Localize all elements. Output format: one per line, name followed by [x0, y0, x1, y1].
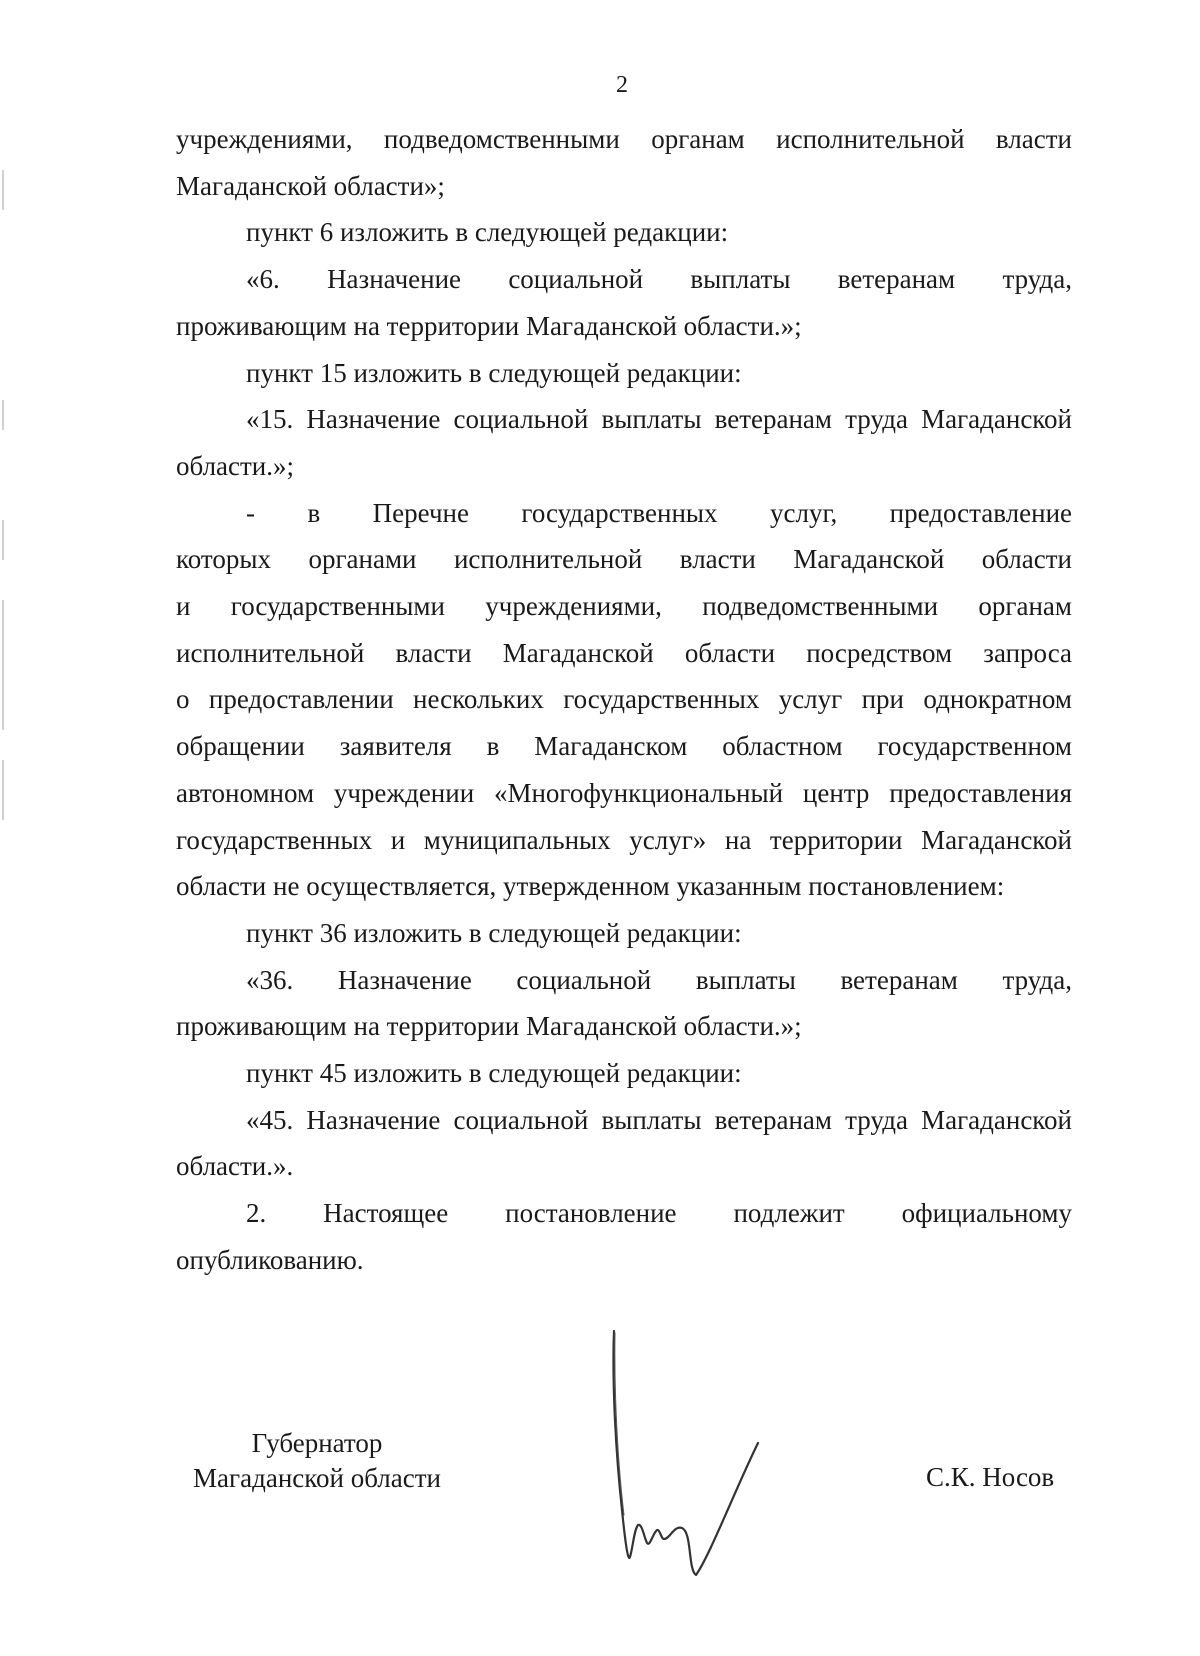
text-line: «45. Назначение социальной выплаты ветеранам труда Магаданской: [246, 1104, 1072, 1135]
scan-edge-mark: [2, 170, 4, 210]
position-line-1: Губернатор: [251, 1428, 383, 1458]
handwritten-signature: [600, 1325, 790, 1595]
paragraph: [176, 1097, 1072, 1190]
signatory-position: [182, 1426, 452, 1496]
text-line: обращении заявителя в Магаданском областном государственном: [176, 731, 1072, 762]
scan-edge-mark: [2, 400, 4, 430]
text-line: «36. Назначение социальной выплаты ветеранам труда,: [246, 964, 1072, 995]
signatory-name: С.К. Носов: [926, 1462, 1055, 1492]
paragraph: [176, 1190, 1072, 1283]
paragraph: [176, 910, 1072, 957]
text-line: о предоставлении нескольких государственных услуг при однократном: [176, 684, 1072, 715]
text-line: опубликованию.: [176, 1244, 364, 1275]
text-line: пункт 6 изложить в следующей редакции:: [246, 217, 729, 248]
text-line: 2. Настоящее постановление подлежит официальному: [246, 1198, 1072, 1229]
page-number: 2: [616, 72, 628, 98]
text-line: - в Перечне государственных услуг, предоставление: [246, 497, 1072, 528]
text-line: области.».: [176, 1151, 294, 1182]
scan-edge-mark: [2, 600, 4, 730]
text-line: пункт 36 изложить в следующей редакции:: [246, 917, 742, 948]
scan-edge-mark: [2, 520, 4, 560]
scan-edge-mark: [2, 760, 4, 820]
text-line: пункт 15 изложить в следующей редакции:: [246, 357, 742, 388]
text-line: проживающим на территории Магаданской области.»;: [176, 310, 802, 341]
text-line: учреждениями, подведомственными органам исполнительной власти: [176, 124, 1072, 154]
paragraph: [176, 256, 1072, 349]
text-line: пункт 45 изложить в следующей редакции:: [246, 1058, 742, 1089]
text-line: которых органами исполнительной власти Магаданской области: [176, 544, 1072, 575]
paragraph: [176, 1050, 1072, 1097]
text-line: и государственными учреждениями, подведомственными органам: [176, 591, 1072, 622]
paragraph: [176, 396, 1072, 489]
paragraph: [176, 490, 1072, 910]
text-line: исполнительной власти Магаданской области посредством запроса: [176, 637, 1072, 668]
text-line: Магаданской области»;: [176, 170, 445, 201]
text-line: «6. Назначение социальной выплаты ветеранам труда,: [246, 264, 1072, 295]
paragraph: [176, 350, 1072, 397]
paragraph: [176, 209, 1072, 256]
text-line: автономном учреждении «Многофункциональный центр предоставления: [176, 777, 1072, 808]
paragraph: [176, 116, 1072, 209]
position-line-2: Магаданской области: [193, 1463, 441, 1493]
document-body: [176, 116, 1072, 1284]
text-line: области.»;: [176, 450, 295, 481]
text-line: проживающим на территории Магаданской области.»;: [176, 1011, 802, 1042]
text-line: государственных и муниципальных услуг» на территории Магаданской: [176, 824, 1072, 855]
paragraph: [176, 957, 1072, 1050]
text-line: «15. Назначение социальной выплаты ветеранам труда Магаданской: [246, 404, 1072, 435]
text-line: области не осуществляется, утвержденном указанным постановлением:: [176, 871, 1005, 902]
